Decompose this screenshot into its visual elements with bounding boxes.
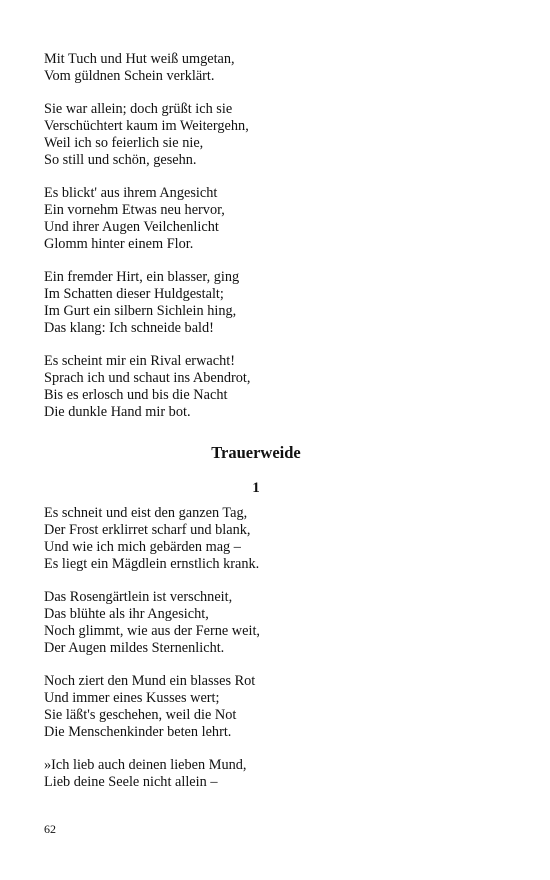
verse-line: Weil ich so feierlich sie nie, (44, 135, 204, 151)
page-number: 62 (44, 822, 56, 836)
verse-line: Sie war allein; doch grüßt ich sie (44, 101, 233, 117)
verse-line: Verschüchtert kaum im Weitergehn, (44, 118, 249, 134)
verse-line: Im Gurt ein silbern Sichlein hing, (44, 303, 237, 319)
verse-line: Noch ziert den Mund ein blasses Rot (44, 673, 256, 689)
poem1-stanza-1 (44, 51, 524, 85)
verse-line: Und ihrer Augen Veilchenlicht (44, 219, 219, 235)
poem1-stanza-5 (44, 353, 524, 421)
verse-line: Im Schatten dieser Huldgestalt; (44, 286, 224, 302)
verse-line: Lieb deine Seele nicht allein – (44, 774, 218, 790)
verse-line: Es blickt' aus ihrem Angesicht (44, 185, 218, 201)
verse-line: Glomm hinter einem Flor. (44, 236, 194, 252)
poem1-stanza-4 (44, 269, 524, 337)
verse-line: Es schneit und eist den ganzen Tag, (44, 505, 248, 521)
verse-line: Das blühte als ihr Angesicht, (44, 606, 209, 622)
poem2-stanza-1 (44, 505, 524, 573)
verse-line: Sie läßt's geschehen, weil die Not (44, 707, 237, 723)
poem-title: Trauerweide (211, 443, 301, 462)
verse-line: Die dunkle Hand mir bot. (44, 404, 191, 420)
verse-line: Der Augen mildes Sternenlicht. (44, 640, 225, 656)
verse-line: Das klang: Ich schneide bald! (44, 320, 214, 336)
verse-line: Ein vornehm Etwas neu hervor, (44, 202, 225, 218)
verse-line: Mit Tuch und Hut weiß umgetan, (44, 51, 235, 67)
poem1-stanza-2 (44, 101, 524, 169)
verse-line: Der Frost erklirret scharf und blank, (44, 522, 251, 538)
verse-line: Ein fremder Hirt, ein blasser, ging (44, 269, 240, 285)
verse-line: Bis es erlosch und bis die Nacht (44, 387, 228, 403)
poem2-stanza-4 (44, 757, 524, 791)
verse-line: Es liegt ein Mägdlein ernstlich krank. (44, 556, 260, 572)
verse-line: Und immer eines Kusses wert; (44, 690, 220, 706)
verse-line: Noch glimmt, wie aus der Ferne weit, (44, 623, 260, 639)
verse-line: Das Rosengärtlein ist verschneit, (44, 589, 233, 605)
poem-section-number: 1 (252, 480, 260, 496)
verse-line: Sprach ich und schaut ins Abendrot, (44, 370, 251, 386)
verse-line: Die Menschenkinder beten lehrt. (44, 724, 232, 740)
verse-line: Vom güldnen Schein verklärt. (44, 68, 215, 84)
verse-line: So still und schön, gesehn. (44, 152, 197, 168)
poem2-stanza-2 (44, 589, 524, 657)
poem2-stanza-3 (44, 673, 524, 741)
poem1-stanza-3 (44, 185, 524, 253)
verse-line: Und wie ich mich gebärden mag – (44, 539, 241, 555)
verse-line: Es scheint mir ein Rival erwacht! (44, 353, 235, 369)
verse-line: »Ich lieb auch deinen lieben Mund, (44, 757, 247, 773)
